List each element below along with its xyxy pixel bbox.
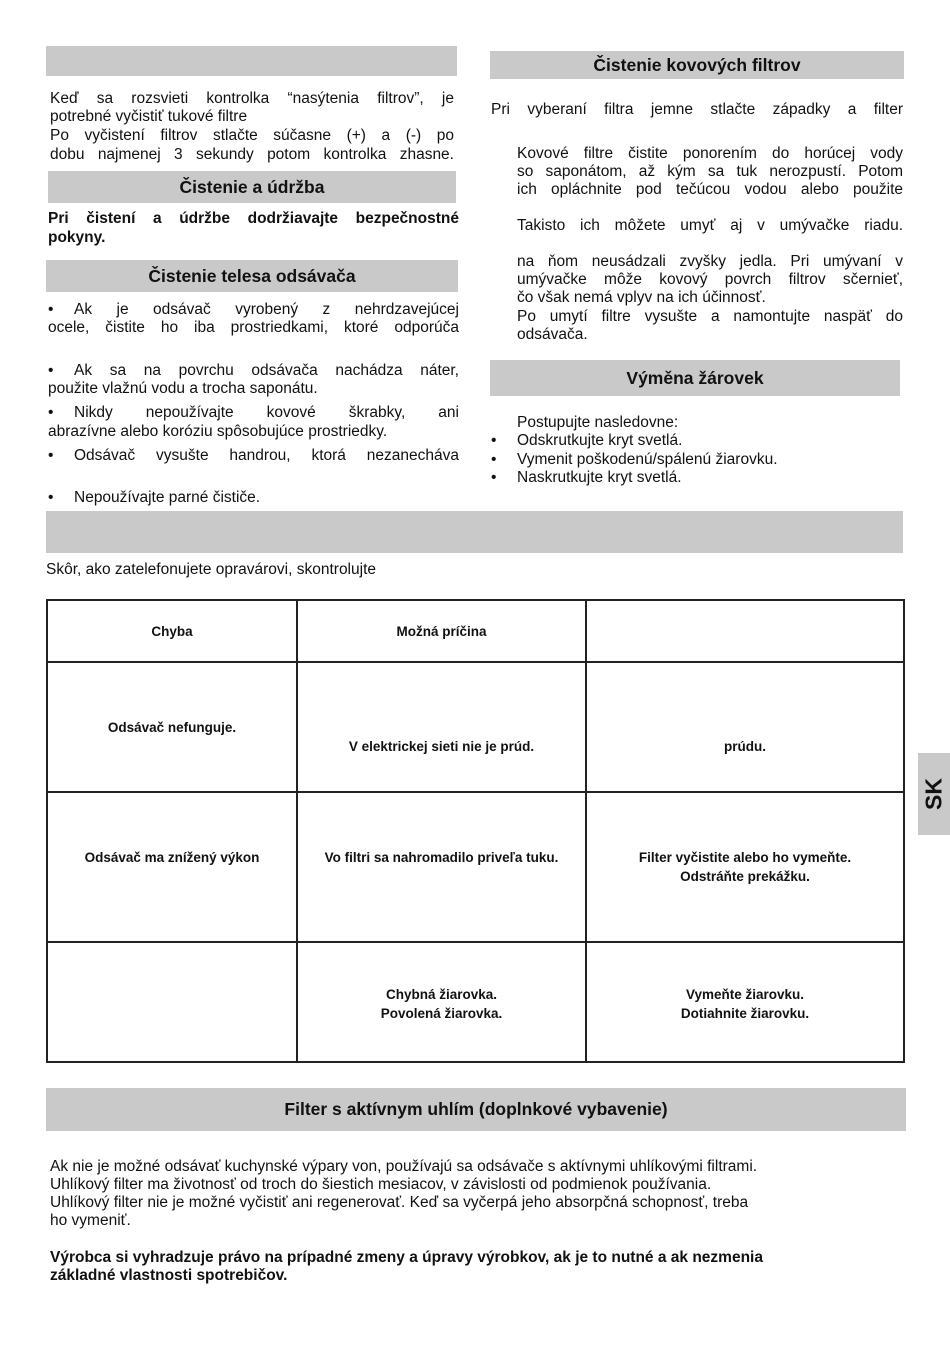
disclaimer-line: základné vlastnosti spotrebičov. [50, 1267, 288, 1284]
remedy-text-line: Odstráňte prekážku. [680, 869, 810, 884]
carbon-text-line: Ak nie je možné odsávať kuchynské výpary von, používajú sa odsávače s aktívnymi uhlíkovými filtrami. [50, 1158, 758, 1175]
body-bullet-line: Odsávač vysušte handrou, ktorá nezanecháva [74, 447, 459, 464]
section-bar-troubleshooting [46, 511, 903, 553]
metal-text-line: umývačke môže kovový povrch filtrov sčernieť, [517, 271, 903, 288]
header-cell: Chyba [47, 600, 297, 662]
metal-text-line: Takisto ich môžete umyť aj v umývačke riadu. [517, 217, 903, 234]
section-bulb-replacement [490, 360, 900, 396]
remedy-cell [586, 792, 904, 942]
fault-cell [47, 942, 297, 1062]
fault-cell: Odsávač ma znížený výkon [47, 792, 297, 942]
body-bullet-line: Ak sa na povrchu odsávača nachádza náter, [74, 362, 459, 379]
metal-text-line: odsávača. [517, 326, 588, 343]
saturation-text-line: Po vyčistení filtrov stlačte súčasne (+) a (-) po [50, 127, 454, 144]
safety-notice-line: pokyny. [48, 229, 106, 246]
section-title: Výměna žárovek [626, 368, 764, 388]
saturation-text-line: potrebné vyčistiť tukové filtre [50, 108, 248, 125]
troubleshooting-table [46, 599, 905, 1063]
body-bullet-line: abrazívne alebo koróziu spôsobujúce prostriedky. [48, 423, 388, 440]
remedy-text-line: Vymeňte žiarovku. [685, 987, 805, 1002]
table-row [47, 792, 904, 942]
body-bullet-line: použite vlažnú vodu a trocha saponátu. [48, 380, 318, 397]
language-tab-label: SK [920, 778, 947, 810]
bullet-dot: • [491, 451, 497, 468]
section-bar-top-left [46, 46, 457, 76]
remedy-text-line: Filter vyčistite alebo ho vymeňte. [638, 850, 852, 865]
metal-text-line: ich opláchnite pod tečúcou vodou alebo použite [517, 181, 903, 198]
language-tab [918, 753, 950, 835]
section-title: Čistenie telesa odsávača [148, 266, 356, 286]
bulb-step: Odskrutkujte kryt svetlá. [517, 432, 683, 449]
fault-cell: Odsávač nefunguje. [47, 662, 297, 792]
bullet-dot: • [48, 489, 54, 506]
section-body-cleaning [46, 260, 458, 292]
body-bullet-line: Nepoužívajte parné čističe. [74, 489, 261, 506]
cause-text-line: Chybná žiarovka. [385, 987, 498, 1002]
carbon-text-line: Uhlíkový filter nie je možné vyčistiť ani regenerovať. Keď sa vyčerpá jeho absorpčná schopnosť, treba [50, 1194, 749, 1211]
cause-cell [297, 942, 586, 1062]
cause-cell [297, 662, 586, 792]
header-cell [586, 600, 904, 662]
safety-notice-line: Pri čistení a údržbe dodržiavajte bezpečnostné [48, 210, 459, 227]
remedy-text: prúdu. [724, 739, 766, 754]
remedy-cell [586, 662, 904, 792]
section-carbon-filter [46, 1088, 906, 1131]
metal-text-line: na ňom neusádzali zvyšky jedla. Pri umývaní v [517, 253, 903, 270]
metal-text-line: Kovové filtre čistite ponorením do horúcej vody [517, 145, 903, 162]
table-row [47, 662, 904, 792]
section-title: Čistenie a údržba [179, 177, 325, 197]
section-metal-filters [490, 51, 904, 79]
disclaimer-line: Výrobca si vyhradzuje právo na prípadné zmeny a úpravy výrobkov, ak je to nutné a ak nezmenia [50, 1249, 763, 1266]
bullet-dot: • [491, 469, 497, 486]
bulb-step: Vymenit poškodenú/spálenú žiarovku. [517, 451, 778, 468]
bullet-dot: • [48, 447, 54, 464]
carbon-text-line: Uhlíkový filter ma životnosť od troch do šiestich mesiacov, v závislosti od podmienok používania. [50, 1176, 712, 1193]
cause-text-line: Povolená žiarovka. [380, 1006, 503, 1021]
bulb-intro: Postupujte nasledovne: [517, 414, 679, 431]
bullet-dot: • [48, 362, 54, 379]
header-cell: Možná príčina [297, 600, 586, 662]
cause-text: V elektrickej sieti nie je prúd. [348, 739, 535, 754]
section-cleaning-maintenance [48, 171, 456, 203]
bullet-dot: • [48, 301, 54, 318]
remedy-cell [586, 942, 904, 1062]
metal-intro: Pri vyberaní filtra jemne stlačte západky a filter [491, 101, 903, 118]
carbon-text-line: ho vymeniť. [50, 1212, 131, 1229]
body-bullet-line: Nikdy nepoužívajte kovové škrabky, ani [74, 404, 459, 421]
metal-text-line: so saponátom, až kým sa tuk nerozpustí. Potom [517, 163, 903, 180]
section-title: Čistenie kovových filtrov [593, 55, 801, 75]
table-row [47, 942, 904, 1062]
metal-text-line: čo však nemá vplyv na ich účinnosť. [517, 289, 766, 306]
saturation-text-line: dobu najmenej 3 sekundy potom kontrolka zhasne. [50, 146, 454, 163]
metal-text-line: Po umytí filtre vysušte a namontujte naspäť do [517, 308, 903, 325]
saturation-text-line: Keď sa rozsvieti kontrolka “nasýtenia filtrov”, je [50, 90, 454, 107]
troubleshoot-intro: Skôr, ako zatelefonujete opravárovi, skontrolujte [46, 561, 376, 578]
body-bullet-line: ocele, čistite ho iba prostriedkami, ktoré odporúča [48, 319, 459, 336]
cause-cell: Vo filtri sa nahromadilo priveľa tuku. [297, 792, 586, 942]
bulb-step: Naskrutkujte kryt svetlá. [517, 469, 682, 486]
table-header-row [47, 600, 904, 662]
body-bullet-line: Ak je odsávač vyrobený z nehrdzavejúcej [74, 301, 459, 318]
remedy-text-line: Dotiahnite žiarovku. [680, 1006, 810, 1021]
section-title: Filter s aktívnym uhlím (doplnkové vybavenie) [284, 1099, 668, 1119]
bullet-dot: • [48, 404, 54, 421]
bullet-dot: • [491, 432, 497, 449]
